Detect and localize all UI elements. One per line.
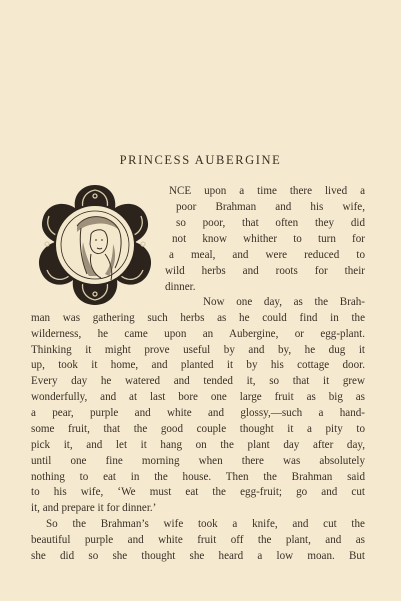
text-line: NCE upon a time there lived a [169,185,365,197]
text-line: nothing to eat in the house. Then the Brahman said [31,471,365,483]
ornamental-drop-cap-icon [31,182,159,308]
text-line: a pear, purple and white and glossy,—such a hand- [31,407,365,419]
text-line: so poor, that often they did [176,217,365,229]
text-line: Thinking it might prove useful by and by, he dug it [31,344,365,356]
text-line: up, took it home, and planted it by his cottage door. [31,359,365,371]
text-line: she did so she thought she heard a low moan. But [31,550,365,562]
text-line: Every day he watered and tended it, so that it grew [31,375,365,387]
text-line: some fruit, that the good couple thought it a pity to [31,423,365,435]
text-line: a meal, and were reduced to [169,249,365,261]
chapter-title: PRINCESS AUBERGINE [119,153,282,167]
text-line: beautiful purple and white fruit off the plant, and as [31,534,365,546]
text-line: dinner. [165,281,196,293]
text-line: until one fine morning when there was absolutely [31,455,365,467]
text-line: wild herbs and roots for their [165,265,365,277]
text-line: pick it, and let it hang on the plant day after day, [31,439,365,451]
text-line: it, and prepare it for dinner.’ [31,502,157,514]
text-line: So the Brahman’s wife took a knife, and cut the [46,518,365,530]
text-line: Now one day, as the Brah- [203,296,365,308]
text-line: poor Brahman and his wife, [176,201,365,213]
text-line: man was gathering such herbs as he could find in the [31,312,365,324]
text-line: wilderness, he came upon an Aubergine, or egg-plant. [31,328,365,340]
text-line: not know whither to turn for [172,233,365,245]
text-line: wonderfully, and at last bore one large fruit as big as [31,391,365,403]
text-line: to his wife, ‘We must eat the egg-fruit; go and cut [31,486,365,498]
